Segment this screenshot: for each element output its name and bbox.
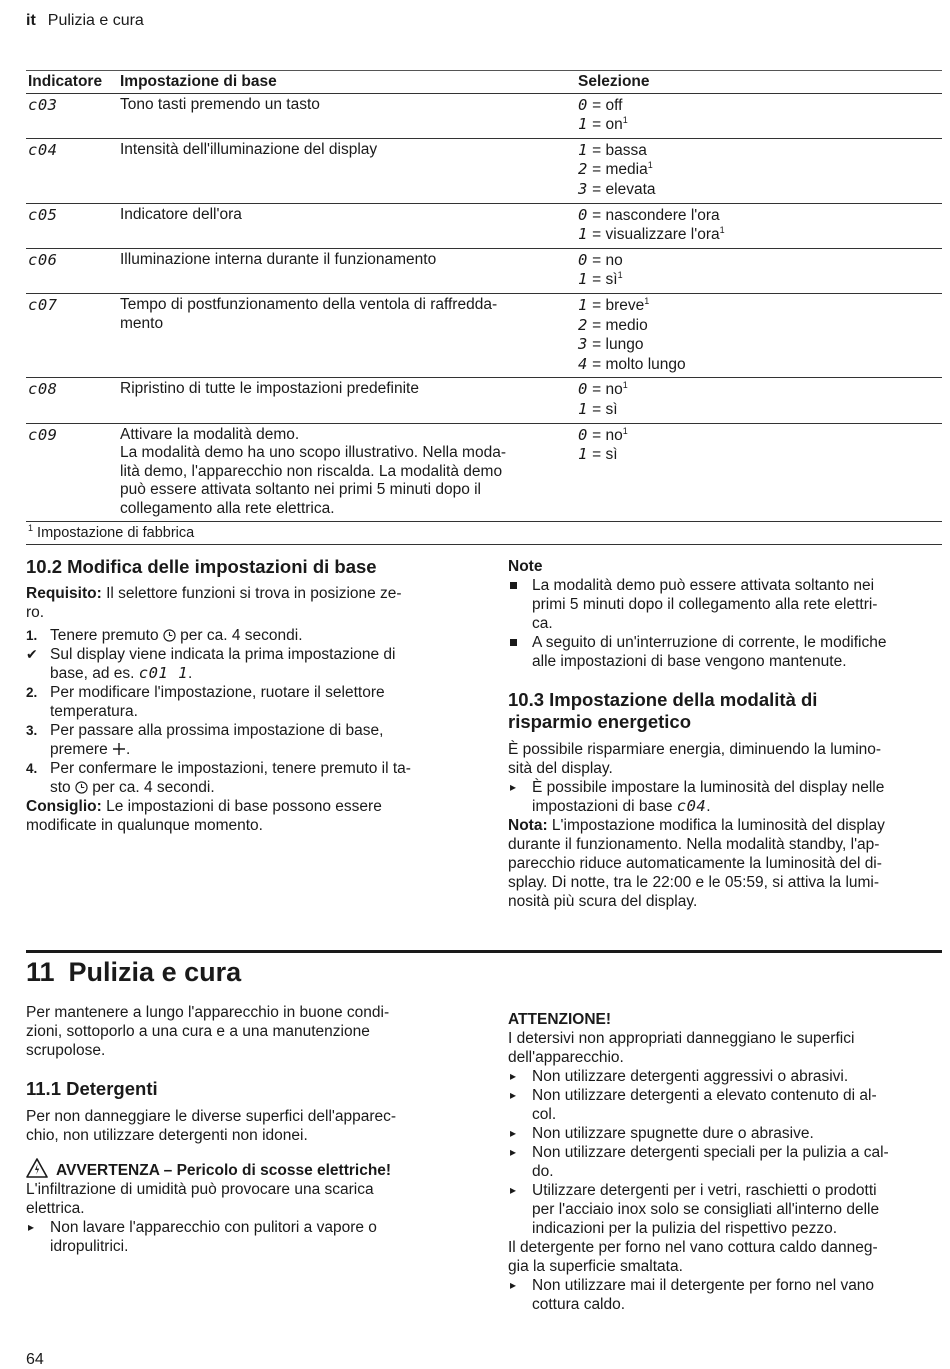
indicator-code: c07 xyxy=(26,293,118,377)
table-row xyxy=(26,203,942,248)
selection-options xyxy=(576,378,942,423)
option-value: 4 xyxy=(578,354,588,373)
option-value: 3 xyxy=(578,335,588,354)
attention-text-2: Il detergente per forno nel vano cottura caldo danneg- gia la superficie smaltata. xyxy=(508,1239,878,1275)
indicator-code: c05 xyxy=(26,203,118,248)
warning-heading xyxy=(26,1158,462,1180)
requirement-label: Requisito: xyxy=(26,585,102,602)
step-item xyxy=(26,721,462,759)
plus-icon xyxy=(112,742,126,756)
selection-options xyxy=(576,293,942,377)
option xyxy=(578,355,940,375)
option-value: 1 xyxy=(578,115,588,134)
option-label: = sì xyxy=(592,446,618,464)
nota xyxy=(508,816,942,911)
language-code: it xyxy=(26,12,36,29)
steps-list xyxy=(26,626,462,797)
step-number: 4. xyxy=(26,761,38,776)
indicator-code: c04 xyxy=(26,138,118,203)
list-item: ▸ È possibile impostare la luminosità del display nelle impostazioni di base c04. xyxy=(508,778,942,816)
option xyxy=(578,251,940,271)
table-header-row xyxy=(26,71,942,94)
selection-options xyxy=(576,203,942,248)
list-item: ▸ Non utilizzare spugnette dure o abrasive. xyxy=(508,1124,942,1143)
clock-icon xyxy=(75,781,88,794)
footnote-mark: 1 xyxy=(719,225,725,235)
nota-text: L'impostazione modifica la luminosità del display durante il funzionamento. Nella modalità standby, l'ap- parecchio riduce automaticamente la luminosità del di- splay. Di notte, tra le 22:00 e le 05:59, si attiva la lumi- nosità più scura del display. xyxy=(508,817,885,910)
col-setting: Impostazione di base xyxy=(118,71,576,94)
list-item: La modalità demo può essere attivata soltanto nei primi 5 minuti dopo il collegamento alla rete elettri- ca. xyxy=(508,576,942,633)
step-text-end: per ca. 4 secondi. xyxy=(87,779,215,796)
option-label: = nascondere l'ora xyxy=(592,206,720,224)
step-text-end: . xyxy=(126,741,131,758)
notes-block xyxy=(508,557,942,671)
requirement xyxy=(26,584,462,622)
table-row xyxy=(26,293,942,377)
step-text: Per confermare le impostazioni, tenere premuto il ta- sto xyxy=(50,760,411,796)
option-value: 1 xyxy=(578,140,588,159)
table-row xyxy=(26,93,942,138)
footnote-mark: 1 xyxy=(647,160,653,171)
option-label: = visualizzare l'ora xyxy=(592,226,720,244)
notes-title: Note xyxy=(508,558,543,575)
option-value: 0 xyxy=(578,380,588,399)
tip-label: Consiglio: xyxy=(26,798,102,815)
option-value: 0 xyxy=(578,250,588,269)
indicator-code: c08 xyxy=(26,378,118,423)
option xyxy=(578,316,940,336)
attention-bullets-2 xyxy=(508,1276,942,1314)
section-text: Per non danneggiare le diverse superfici dell'apparec- chio, non utilizzare detergenti non idonei. xyxy=(26,1108,397,1144)
table-row xyxy=(26,138,942,203)
step-text: Per modificare l'impostazione, ruotare il selettore temperatura. xyxy=(50,684,385,720)
option-label: = on xyxy=(592,116,623,134)
warning-icon xyxy=(26,1158,48,1178)
option xyxy=(578,335,940,355)
indicator-code: c03 xyxy=(26,93,118,138)
option-value: 2 xyxy=(578,315,588,334)
step-text-end: . xyxy=(187,665,193,682)
option xyxy=(578,115,940,135)
list-item: A seguito di un'interruzione di corrente, le modifiche alle impostazioni di base vengono mantenute. xyxy=(508,633,942,671)
step-number: 1. xyxy=(26,628,38,643)
tip-text: Le impostazioni di base possono essere modificate in qualunque momento. xyxy=(26,798,382,834)
setting-description: Illuminazione interna durante il funzionamento xyxy=(118,248,576,293)
option-label: = molto lungo xyxy=(592,355,686,373)
chapter-11-left xyxy=(26,1003,462,1256)
step-text-end: per ca. 4 secondi. xyxy=(175,627,303,644)
option-label: = breve xyxy=(592,296,645,314)
table-footnote xyxy=(26,522,942,545)
footnote-text: Impostazione di fabbrica xyxy=(37,525,195,542)
selection-options xyxy=(576,93,942,138)
chapter-name: Pulizia e cura xyxy=(68,957,242,987)
option-value: 0 xyxy=(578,425,588,444)
option-value: 1 xyxy=(578,399,588,418)
indicator-code: c06 xyxy=(26,248,118,293)
col-selection: Selezione xyxy=(576,71,942,94)
list-item: ▸ Non lavare l'apparecchio con pulitori a vapore o idropulitrici. xyxy=(26,1218,462,1256)
option-label: = sì xyxy=(592,271,618,289)
section-10-3 xyxy=(508,689,942,911)
footnote-mark: 1 xyxy=(622,380,628,391)
option-label: = medio xyxy=(592,316,648,334)
step-item xyxy=(26,645,462,683)
nota-label: Nota: xyxy=(508,817,548,834)
option xyxy=(578,400,940,420)
setting-description: Tempo di postfunzionamento della ventola di raffredda- mento xyxy=(118,293,576,377)
check-icon: ✔ xyxy=(26,646,38,662)
option xyxy=(578,96,940,116)
step-text: Sul display viene indicata la prima impostazione di base, ad es. xyxy=(50,646,396,682)
option-value: 1 xyxy=(578,445,588,464)
tip xyxy=(26,797,462,835)
requirement-text: Il selettore funzioni si trova in posizione ze- ro. xyxy=(26,585,402,621)
step-number: 3. xyxy=(26,723,38,738)
warning-title: AVVERTENZA – Pericolo di scosse elettriche! xyxy=(56,1162,392,1179)
option-value: 0 xyxy=(578,95,588,114)
option-label: = sì xyxy=(592,400,618,418)
chapter-divider xyxy=(26,950,942,953)
chapter-title xyxy=(26,956,241,988)
col-indicator: Indicatore xyxy=(26,71,118,94)
page-number: 64 xyxy=(26,1351,44,1368)
footnote-mark: 1 xyxy=(622,115,628,126)
option-label: = media xyxy=(592,161,648,179)
option xyxy=(578,160,940,180)
setting-description: Tono tasti premendo un tasto xyxy=(118,93,576,138)
selection-options xyxy=(576,248,942,293)
step-item xyxy=(26,626,462,645)
selection-options xyxy=(576,138,942,203)
option-value: 3 xyxy=(578,179,588,198)
table-row xyxy=(26,378,942,423)
option-label: = no xyxy=(592,251,623,269)
option xyxy=(578,141,940,161)
option-value: 1 xyxy=(578,295,588,314)
table-footnote-row xyxy=(26,522,942,545)
table-row xyxy=(26,248,942,293)
section-title: 10.3 Impostazione della modalità di risparmio energetico xyxy=(508,689,818,732)
warning-bullets xyxy=(26,1218,462,1256)
footnote-mark: 1 xyxy=(617,270,623,281)
option-label: = lungo xyxy=(592,336,644,354)
option xyxy=(578,380,940,400)
list-item: ▸ Non utilizzare mai il detergente per forno nel vano cottura caldo. xyxy=(508,1276,942,1314)
list-item: ▸ Non utilizzare detergenti a elevato contenuto di al- col. xyxy=(508,1086,942,1124)
display-code: c04 xyxy=(676,797,707,815)
section-title: 10.2 Modifica delle impostazioni di base xyxy=(26,556,377,577)
option xyxy=(578,206,940,226)
option xyxy=(578,270,940,290)
option xyxy=(578,296,940,316)
option-value: 0 xyxy=(578,205,588,224)
bullet-list xyxy=(508,778,942,816)
option-label: = off xyxy=(592,96,623,114)
option xyxy=(578,180,940,200)
footnote-mark: 1 xyxy=(644,295,650,306)
option-label: = no xyxy=(592,426,623,444)
section-title: 11.1 Detergenti xyxy=(26,1078,158,1099)
warning-text: L'infiltrazione di umidità può provocare una scarica elettrica. xyxy=(26,1181,374,1217)
list-item: ▸ Non utilizzare detergenti speciali per la pulizia a cal- do. xyxy=(508,1143,942,1181)
option-label: = no xyxy=(592,381,623,399)
clock-icon xyxy=(163,629,176,642)
chapter-intro: Per mantenere a lungo l'apparecchio in buone condi- zioni, sottoporlo a una cura e a una manutenzione scrupolose. xyxy=(26,1004,390,1059)
notes-list xyxy=(508,576,942,671)
attention-title: ATTENZIONE! xyxy=(508,1011,612,1028)
option xyxy=(578,445,940,465)
option xyxy=(578,225,940,245)
step-number: 2. xyxy=(26,685,38,700)
step-item xyxy=(26,683,462,721)
attention-text: I detersivi non appropriati danneggiano le superfici dell'apparecchio. xyxy=(508,1030,855,1066)
option-value: 1 xyxy=(578,270,588,289)
footnote-mark: 1 xyxy=(28,523,34,534)
setting-description: Attivare la modalità demo. La modalità demo ha uno scopo illustrativo. Nella moda- lità demo, l'apparecchio non riscalda. La modalità demo può essere attivata soltanto nei primi 5 minuti dopo il collegamento alla rete elettrica. xyxy=(118,423,576,522)
list-item: ▸ Non utilizzare detergenti aggressivi o abrasivi. xyxy=(508,1067,942,1086)
list-item: ▸ Utilizzare detergenti per i vetri, raschietti o prodotti per l'acciaio inox solo se consigliati all'interno delle indicazioni per la pulizia del rispettivo pezzo. xyxy=(508,1181,942,1238)
display-code: c01 1 xyxy=(138,664,188,682)
option-value: 1 xyxy=(578,225,588,244)
footnote-mark: 1 xyxy=(622,425,628,436)
setting-description: Indicatore dell'ora xyxy=(118,203,576,248)
option xyxy=(578,426,940,446)
page-header xyxy=(26,11,144,30)
chapter-number: 11 xyxy=(26,957,55,987)
step-text: Tenere premuto xyxy=(50,627,163,644)
attention-block xyxy=(508,1010,942,1314)
section-10-2 xyxy=(26,556,462,835)
selection-options xyxy=(576,423,942,522)
section-intro: È possibile risparmiare energia, diminuendo la lumino- sità del display. xyxy=(508,741,882,777)
attention-bullets xyxy=(508,1067,942,1238)
step-text: Per passare alla prossima impostazione di base, premere xyxy=(50,722,384,758)
header-section: Pulizia e cura xyxy=(47,12,144,29)
setting-description: Intensità dell'illuminazione del display xyxy=(118,138,576,203)
option-label: = bassa xyxy=(592,141,647,159)
option-value: 2 xyxy=(578,160,588,179)
setting-description: Ripristino di tutte le impostazioni predefinite xyxy=(118,378,576,423)
table-row xyxy=(26,423,942,522)
basic-settings-table xyxy=(26,70,942,545)
indicator-code: c09 xyxy=(26,423,118,522)
option-label: = elevata xyxy=(592,180,656,198)
step-item xyxy=(26,759,462,797)
